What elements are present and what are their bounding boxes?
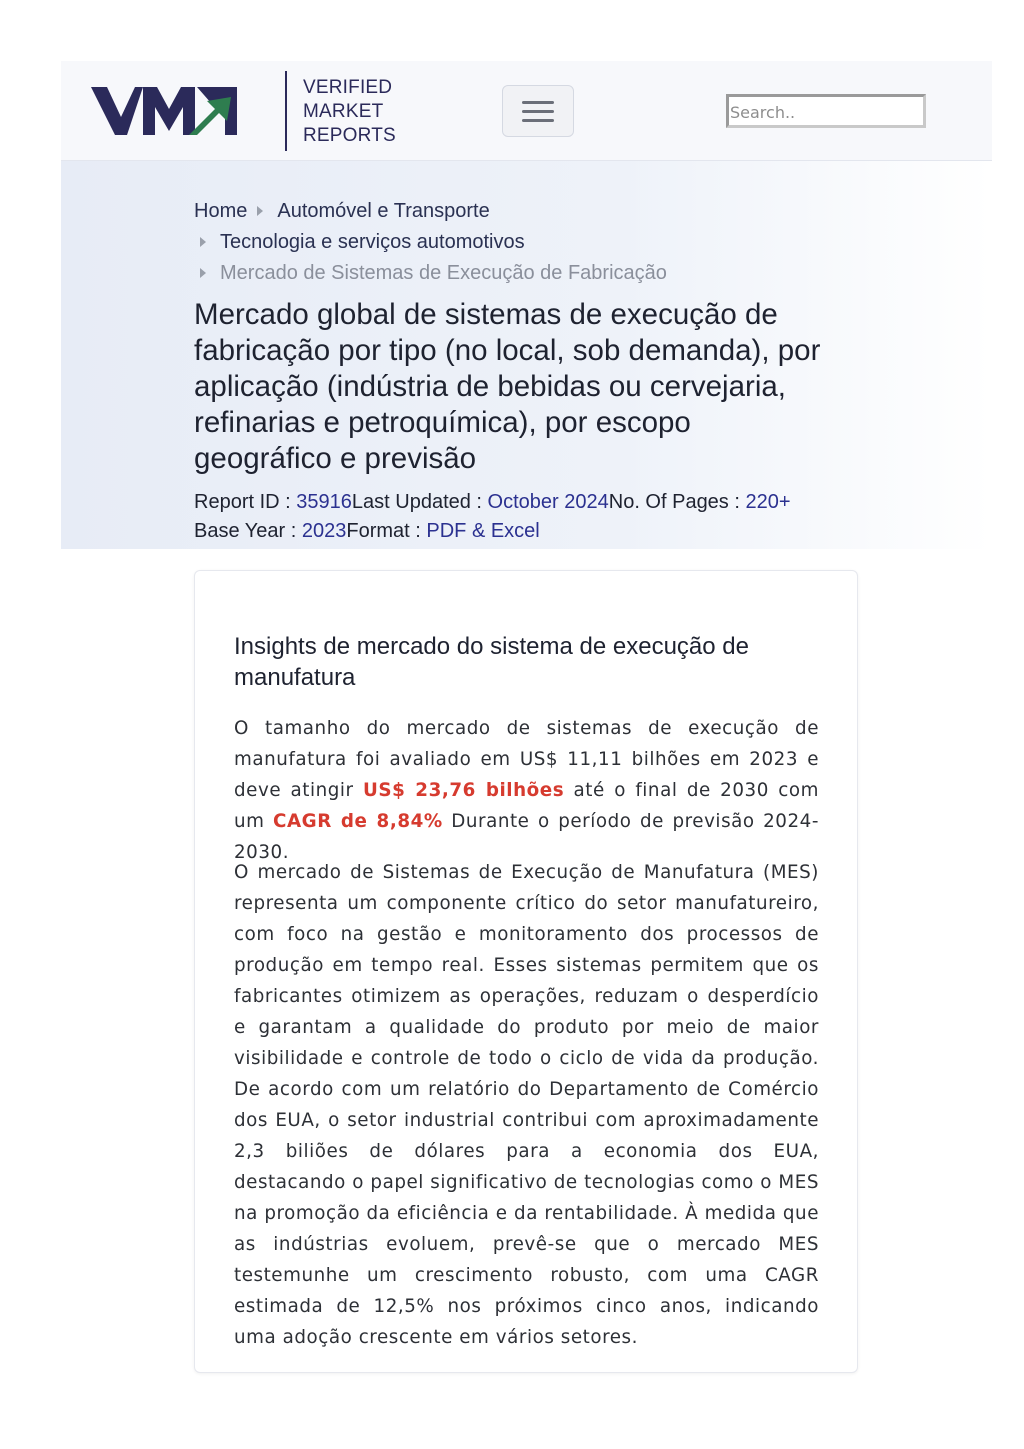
page-title: Mercado global de sistemas de execução de fabricação por tipo (no local, sob demanda), por aplicação (indústria de bebidas ou cervejaria, refinarias e petroquímica), por escopo geográfico e previsão bbox=[194, 298, 821, 475]
breadcrumb-separator-icon bbox=[257, 206, 263, 216]
last-updated-value: October 2024 bbox=[487, 491, 609, 513]
logo-word: MARKET bbox=[303, 101, 384, 122]
menu-bar-icon bbox=[522, 119, 554, 122]
logo-word: VERIFIED bbox=[303, 77, 393, 98]
base-year-label: Base Year : bbox=[194, 520, 302, 542]
report-meta-row bbox=[194, 488, 791, 517]
insights-text: Durante o período de previsão 2024-2030. bbox=[234, 811, 820, 863]
breadcrumb-category-link[interactable]: Automóvel e Transporte bbox=[277, 200, 490, 222]
report-hero bbox=[61, 161, 992, 549]
logo-divider bbox=[285, 71, 287, 151]
breadcrumb-current: Mercado de Sistemas de Execução de Fabricação bbox=[220, 262, 667, 284]
insights-text: O tamanho do mercado de sistemas de execução de manufatura foi avaliado em US$ 11,11 bilhões em 2023 e deve atingir bbox=[234, 718, 819, 801]
market-size-highlight: US$ 23,76 bilhões bbox=[362, 780, 565, 801]
report-meta bbox=[194, 488, 791, 546]
pages-label: No. Of Pages : bbox=[608, 491, 746, 513]
vmr-logo-mark-icon bbox=[91, 87, 237, 135]
logo-word: REPORTS bbox=[303, 125, 396, 146]
report-meta-row bbox=[194, 517, 791, 546]
breadcrumb-row bbox=[194, 227, 667, 258]
format-label: Format : bbox=[346, 520, 427, 542]
insights-card bbox=[194, 570, 858, 1373]
format-value: PDF & Excel bbox=[426, 520, 540, 542]
insights-paragraph: O mercado de Sistemas de Execução de Manufatura (MES) representa um componente crítico do setor manufatureiro, com foco na gestão e monitoramento dos processos de produção em tempo real. Esses sistemas permitem que os fabricantes otimizem as operações, reduzam o desperdício e garantam a qualidade do produto por meio de maior visibilidade e controle de todo o ciclo de vida da produção. De acordo com um relatório do Departamento de Comércio dos EUA, o setor industrial contribui com aproximadamente 2,3 biliões de dólares para a economia dos EUA, destacando o papel significativo de tecnologias como o MES na promoção da eficiência e da rentabilidade. À medida que as indústrias evoluem, prevê-se que o mercado MES testemunhe um crescimento robusto, com uma CAGR estimada de 12,5% nos próximos cinco anos, indicando uma adoção crescente em vários setores. bbox=[234, 862, 819, 1348]
site-header bbox=[61, 61, 992, 161]
breadcrumb-row bbox=[194, 196, 667, 227]
breadcrumb-separator-icon bbox=[200, 268, 206, 278]
report-id-value: 35916 bbox=[296, 491, 352, 513]
hamburger-menu-button[interactable] bbox=[502, 85, 574, 137]
search-input[interactable] bbox=[726, 94, 926, 128]
logo-wordmark bbox=[303, 76, 396, 148]
vmr-logo[interactable] bbox=[91, 71, 396, 151]
base-year-value: 2023 bbox=[301, 520, 347, 542]
menu-bar-icon bbox=[522, 110, 554, 113]
insights-text: até o final de 2030 com um bbox=[234, 780, 819, 832]
breadcrumb-subcategory-link[interactable]: Tecnologia e serviços automotivos bbox=[220, 231, 525, 253]
breadcrumb-home-link[interactable]: Home bbox=[194, 200, 248, 222]
cagr-highlight: CAGR de 8,84% bbox=[273, 811, 443, 832]
breadcrumb-row bbox=[194, 258, 667, 289]
insights-paragraph bbox=[234, 713, 819, 868]
last-updated-label: Last Updated : bbox=[351, 491, 488, 513]
report-id-label: Report ID : bbox=[194, 491, 297, 513]
insights-heading: Insights de mercado do sistema de execução de manufatura bbox=[234, 633, 749, 691]
breadcrumb-separator-icon bbox=[200, 237, 206, 247]
breadcrumb bbox=[194, 196, 667, 289]
pages-value: 220+ bbox=[745, 491, 791, 513]
menu-bar-icon bbox=[522, 101, 554, 104]
